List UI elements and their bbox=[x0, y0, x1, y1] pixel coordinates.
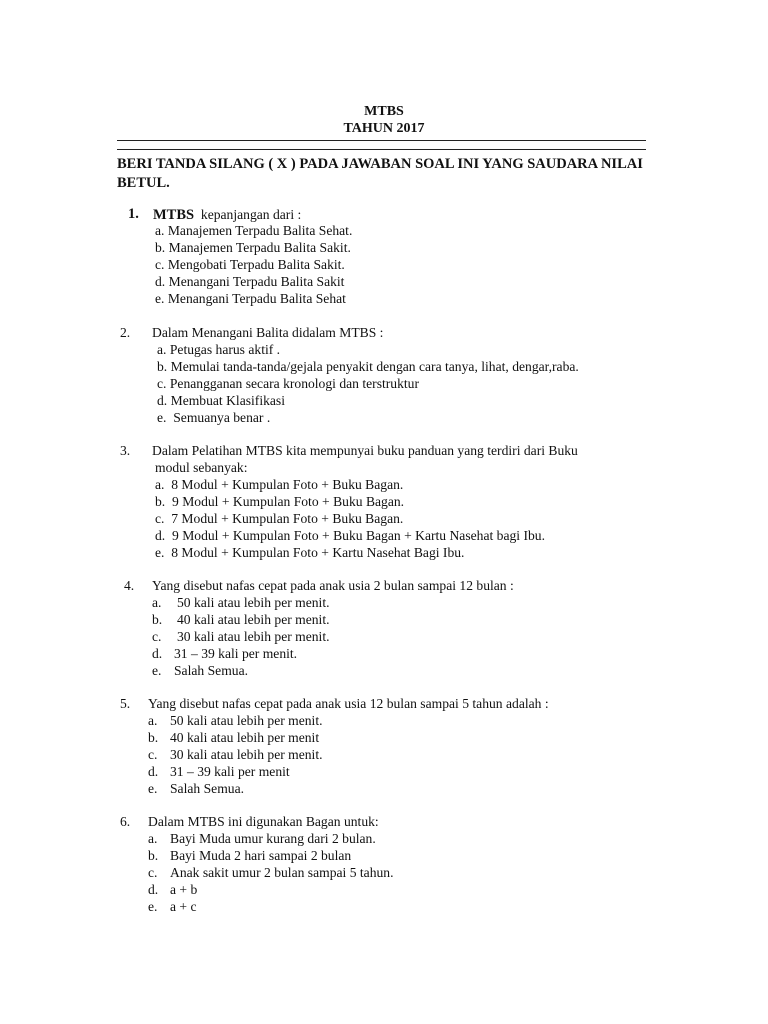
question-3-option-a: a. 8 Modul + Kumpulan Foto + Buku Bagan. bbox=[155, 477, 404, 492]
question-4-option-d: d. 31 – 39 kali per menit. bbox=[152, 646, 298, 661]
question-2-option-b: b. Memulai tanda-tanda/gejala penyakit dengan cara tanya, lihat, dengar,raba. bbox=[157, 359, 579, 374]
question-1-stem-bold: MTBS bbox=[153, 207, 195, 223]
question-1-option-a: a. Manajemen Terpadu Balita Sehat. bbox=[155, 223, 353, 238]
question-1-option-d: d. Menangani Terpadu Balita Sakit bbox=[155, 274, 345, 289]
question-3-option-b: b. 9 Modul + Kumpulan Foto + Buku Bagan. bbox=[155, 494, 405, 509]
question-6-number: 6. bbox=[120, 814, 131, 829]
question-3-stem: Dalam Pelatihan MTBS kita mempunyai buku panduan yang terdiri dari Buku bbox=[152, 443, 578, 458]
question-1-number: 1. bbox=[128, 206, 139, 222]
question-3-stem-line2: modul sebanyak: bbox=[155, 460, 248, 475]
question-5-number: 5. bbox=[120, 696, 131, 711]
question-3-option-d: d. 9 Modul + Kumpulan Foto + Buku Bagan + Kartu Nasehat bagi Ibu. bbox=[155, 528, 545, 543]
question-6-option-a: a. Bayi Muda umur kurang dari 2 bulan. bbox=[148, 831, 376, 846]
document-title: MTBS bbox=[364, 104, 404, 119]
instruction-text: BERI TANDA SILANG ( X ) PADA JAWABAN SOAL INI YANG SAUDARA NILAI BETUL. bbox=[117, 156, 643, 191]
question-4-stem: Yang disebut nafas cepat pada anak usia 2 bulan sampai 12 bulan : bbox=[152, 578, 514, 593]
question-4-number: 4. bbox=[124, 578, 135, 593]
question-6-option-c: c. Anak sakit umur 2 bulan sampai 5 tahun. bbox=[148, 865, 394, 880]
question-6-option-b: b. Bayi Muda 2 hari sampai 2 bulan bbox=[148, 848, 352, 863]
question-1-option-b: b. Manajemen Terpadu Balita Sakit. bbox=[155, 240, 351, 255]
double-rule-divider bbox=[117, 140, 646, 150]
question-1-option-c: c. Mengobati Terpadu Balita Sakit. bbox=[155, 257, 345, 272]
question-3-option-e: e. 8 Modul + Kumpulan Foto + Kartu Nasehat Bagi Ibu. bbox=[155, 545, 465, 560]
question-5-option-a: a. 50 kali atau lebih per menit. bbox=[148, 713, 323, 728]
question-5-option-c: c. 30 kali atau lebih per menit. bbox=[148, 747, 323, 762]
question-5-option-e: e. Salah Semua. bbox=[148, 781, 244, 796]
question-2-option-e: e. Semuanya benar . bbox=[157, 410, 271, 425]
document-year: TAHUN 2017 bbox=[343, 121, 425, 136]
question-2-option-d: d. Membuat Klasifikasi bbox=[157, 393, 286, 408]
question-3-number: 3. bbox=[120, 443, 131, 458]
question-2-option-a: a. Petugas harus aktif . bbox=[157, 342, 281, 357]
question-2-stem: Dalam Menangani Balita didalam MTBS : bbox=[152, 325, 384, 340]
question-3-option-c: c. 7 Modul + Kumpulan Foto + Buku Bagan. bbox=[155, 511, 404, 526]
question-2-option-c: c. Penangganan secara kronologi dan terstruktur bbox=[157, 376, 419, 391]
question-5-stem: Yang disebut nafas cepat pada anak usia 12 bulan sampai 5 tahun adalah : bbox=[148, 696, 549, 711]
question-6-option-e: e. a + c bbox=[148, 899, 197, 914]
question-1-option-e: e. Menangani Terpadu Balita Sehat bbox=[155, 291, 346, 306]
question-6-option-d: d. a + b bbox=[148, 882, 198, 897]
question-4-option-b: b. 40 kali atau lebih per menit. bbox=[152, 612, 330, 627]
question-2-number: 2. bbox=[120, 325, 131, 340]
question-4-option-e: e. Salah Semua. bbox=[152, 663, 248, 678]
question-4-option-a: a. 50 kali atau lebih per menit. bbox=[152, 595, 330, 610]
question-5-option-d: d. 31 – 39 kali per menit bbox=[148, 764, 290, 779]
question-6-stem: Dalam MTBS ini digunakan Bagan untuk: bbox=[148, 814, 379, 829]
question-4-option-c: c. 30 kali atau lebih per menit. bbox=[152, 629, 330, 644]
question-1-stem-text: kepanjangan dari : bbox=[200, 207, 302, 222]
question-5-option-b: b. 40 kali atau lebih per menit bbox=[148, 730, 320, 745]
